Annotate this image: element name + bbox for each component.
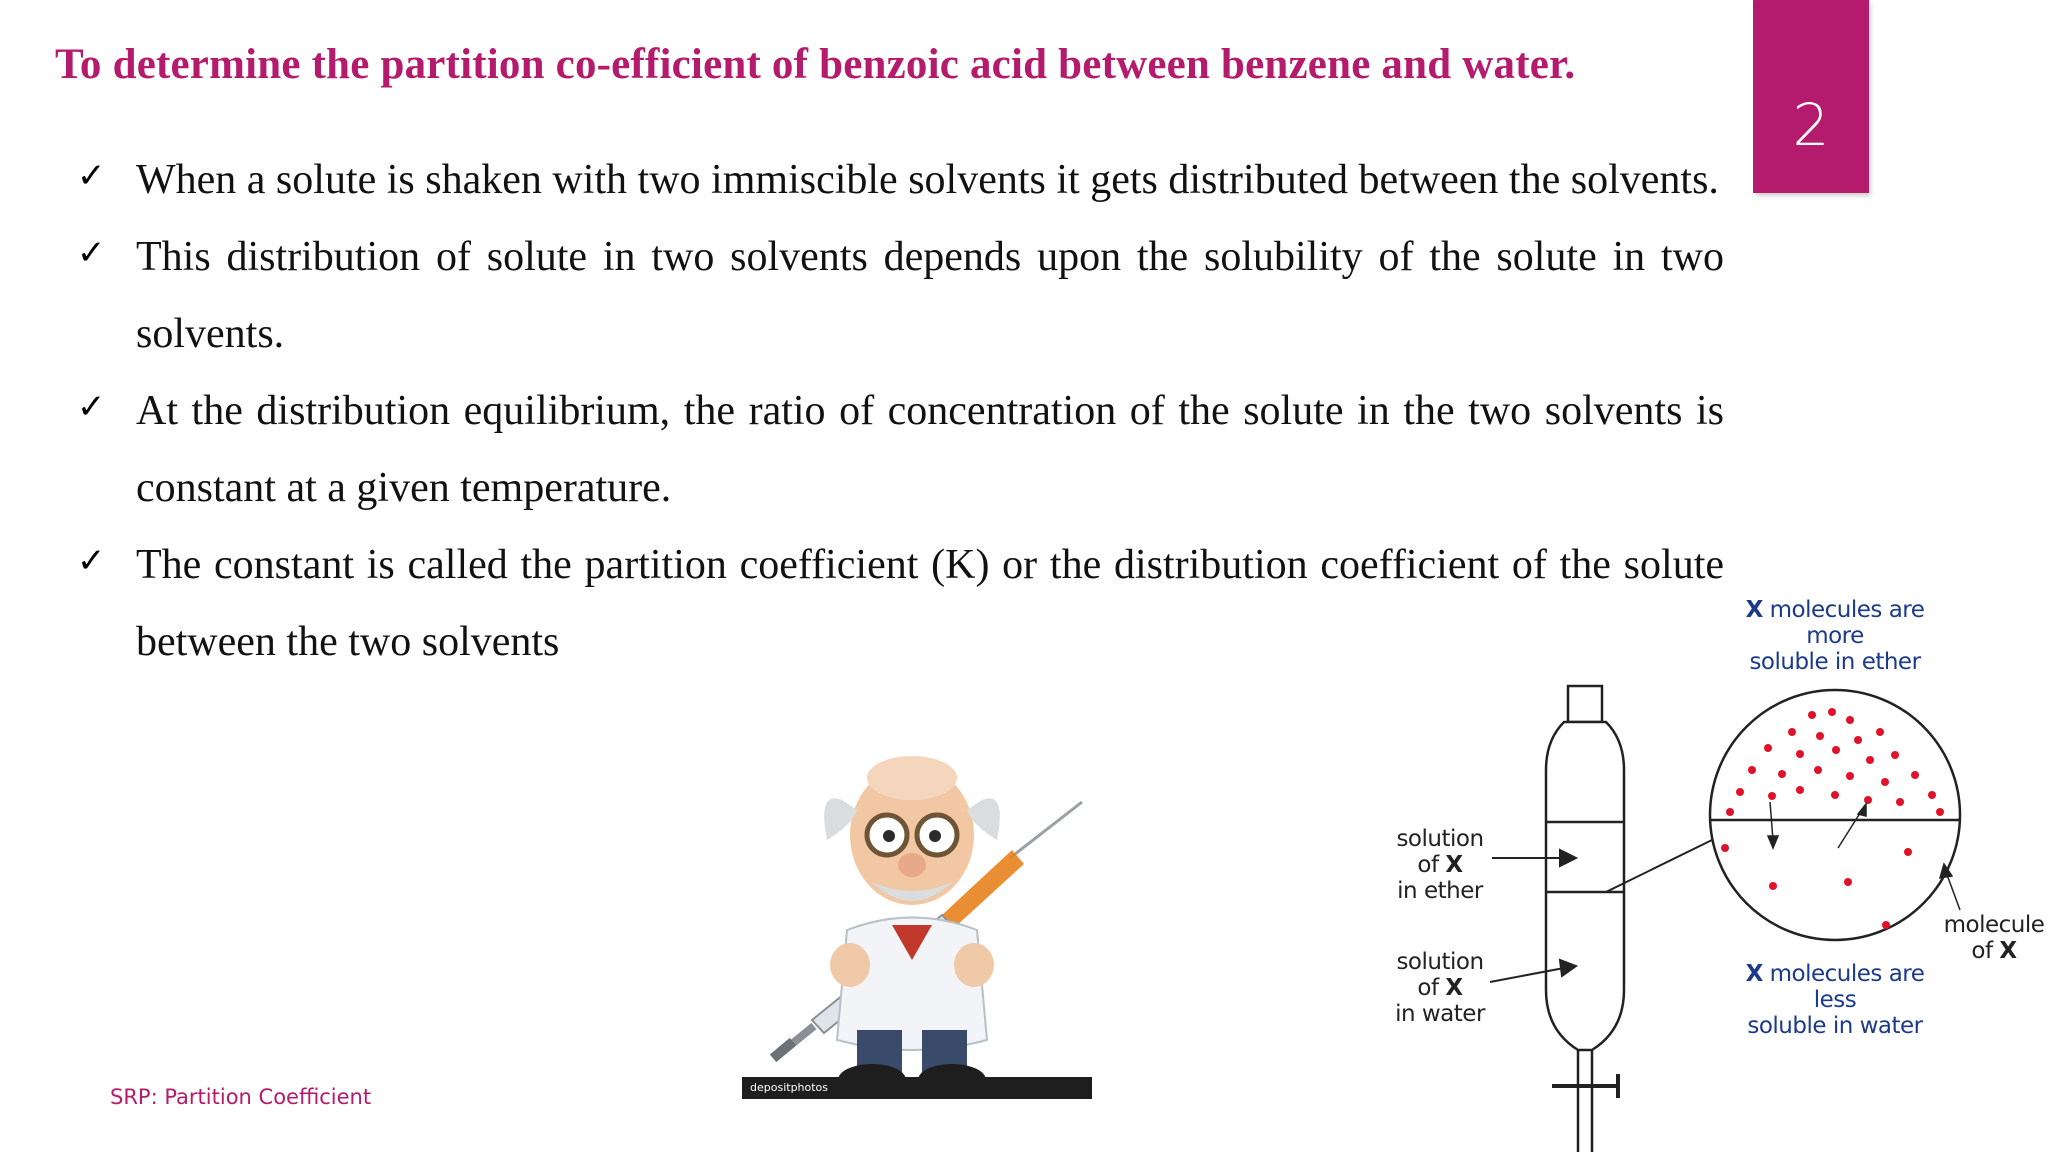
checkmark-icon: ✓	[77, 233, 106, 273]
bullet-item	[72, 219, 1724, 373]
bullet-item	[72, 142, 1724, 219]
bullet-text: This distribution of solute in two solvents depends upon the solubility of the solute in two solvents.	[136, 234, 1724, 357]
label-molecule-of-x: molecule of X	[1943, 912, 2045, 964]
checkmark-icon: ✓	[77, 156, 106, 196]
scientist-body	[830, 918, 994, 1097]
watermark-bar: depositphotos	[742, 1077, 1092, 1099]
page-number: 2	[1792, 91, 1830, 159]
bullet-text: When a solute is shaken with two immiscible solvents it gets distributed between the solvents.	[136, 157, 1719, 203]
caption-more-soluble-ether: X molecules are more soluble in ether	[1745, 597, 1925, 675]
label-solution-in-water: solution of X in water	[1395, 949, 1485, 1027]
slide-footer: SRP: Partition Coefficient	[110, 1085, 372, 1109]
bullet-item	[72, 373, 1724, 527]
separating-funnel	[1546, 686, 1624, 1152]
scientist-head	[824, 756, 1000, 905]
caption-less-soluble-water: X molecules are less soluble in water	[1745, 961, 1925, 1039]
slide-title: To determine the partition co-efficient of benzoic acid between benzene and water.	[55, 41, 1576, 88]
label-solution-in-ether: solution of X in ether	[1396, 826, 1484, 904]
scientist-illustration	[742, 730, 1092, 1100]
magnified-circle	[1710, 690, 1960, 940]
bullet-text: The constant is called the partition coefficient (K) or the distribution coefficient of the solute between the two solvents	[136, 542, 1724, 665]
checkmark-icon: ✓	[77, 387, 106, 427]
checkmark-icon: ✓	[77, 541, 106, 581]
page-number-badge	[1753, 0, 1869, 193]
bullet-text: At the distribution equilibrium, the ratio of concentration of the solute in the two solvents is constant at a given temperature.	[136, 388, 1724, 511]
